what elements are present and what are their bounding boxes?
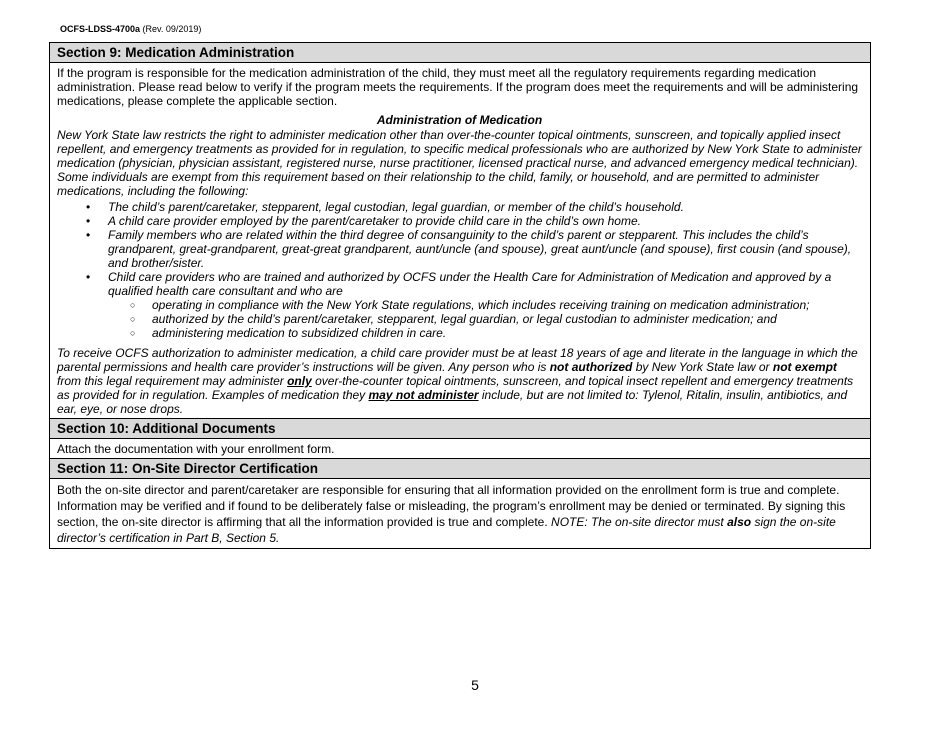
section-11-title: Section 11: On-Site Director Certification	[50, 459, 870, 479]
sub-list-item: ○ operating in compliance with the New York State regulations, which includes receiving training on medication administration;	[152, 298, 862, 312]
section-10-title: Section 10: Additional Documents	[50, 419, 870, 439]
list-item	[108, 270, 862, 340]
section-9-closing: To receive OCFS authorization to administer medication, a child care provider must be at least 18 years of age and literate in the language in which the parental permissions and health care provider’s instructions will be given. Any person who is not authorized by New York State law or not exempt from this legal requirement may administer only over-the-counter topical ointments, sunscreen, and topical insect repellent and emergency treatments as provided for in regulation. Examples of medication they may not administer include, but are not limited to: Tylenol, Ritalin, insulin, antibiotics, and ear, eye, or nose drops.	[57, 346, 858, 416]
emphasis-not-authorized: not authorized	[549, 360, 633, 374]
list-item: • A child care provider employed by the parent/caretaker to provide child care in the child’s own home.	[108, 214, 862, 228]
exempt-individuals-list	[57, 200, 862, 340]
form-revision: (Rev. 09/2019)	[142, 24, 202, 34]
sub-list-item: ○ administering medication to subsidized children in care.	[152, 326, 862, 340]
section-9-subtitle: Administration of Medication	[376, 113, 543, 127]
section-9-intro: If the program is responsible for the medication administration of the child, they must meet all the regulatory requirements regarding medication administration. Please read below to verify if the program meets the requirements. If the program does meet the requirements and will be administering medications, please complete the applicable section.	[57, 66, 859, 108]
section-9-body	[50, 63, 870, 419]
section-11-note: NOTE: The on-site director must also sign the on-site director’s certification in Part B, Section 5.	[57, 515, 836, 545]
form-code: OCFS-LDSS-4700a	[60, 24, 141, 34]
section-11-body: Both the on-site director and parent/caretaker are responsible for ensuring that all information provided on the enrollment form is true and complete. Information may be verified and if found to be deliberately false or misleading, the program’s enrollment may be denied or terminated. By signing this section, the on-site director is affirming that all the information provided is true and complete. NOTE: The on-site director must also sign the on-site director’s certification in Part B, Section 5.	[57, 483, 846, 545]
list-item-text: Child care providers who are trained and authorized by OCFS under the Health Care for Administration of Medication and approved by a qualified health care consultant and who are	[108, 270, 832, 298]
list-item: • The child’s parent/caretaker, stepparent, legal custodian, legal guardian, or member of the child’s household.	[108, 200, 862, 214]
list-item: • Family members who are related within the third degree of consanguinity to the child’s parent or stepparent. This includes the child’s grandparent, great-grandparent, great-great grandparent, aunt/uncle (and spouse), great aunt/uncle (and spouse), first cousin (and spouse), and brother/sister.	[108, 228, 862, 270]
section-9-law-text: New York State law restricts the right to administer medication other than over-the-counter topical ointments, sunscreen, and topically applied insect repellent, and emergency treatments as provided for in regulation, to specific medical professionals who are authorized by New York State to administer medication (physician, physician assistant, registered nurse, nurse practitioner, licensed practical nurse, and advanced emergency medical technician). Some individuals are exempt from this requirement based on their relationship to the child, family, or household, and are permitted to administer medications, including the following:	[57, 128, 862, 198]
emphasis-may-not-administer: may not administer	[368, 388, 479, 402]
sub-list	[108, 298, 862, 340]
section-9-title: Section 9: Medication Administration	[50, 43, 870, 63]
sub-list-item: ○ authorized by the child’s parent/caretaker, stepparent, legal guardian, or legal custodian to administer medication; and	[152, 312, 862, 326]
form-identifier	[60, 24, 201, 34]
form-sections-frame	[49, 42, 871, 549]
emphasis-not-exempt: not exempt	[772, 360, 837, 374]
emphasis-only: only	[287, 374, 312, 388]
page-number: 5	[471, 677, 479, 693]
emphasis-also: also	[727, 515, 752, 529]
section-10-body: Attach the documentation with your enrollment form.	[50, 439, 870, 459]
